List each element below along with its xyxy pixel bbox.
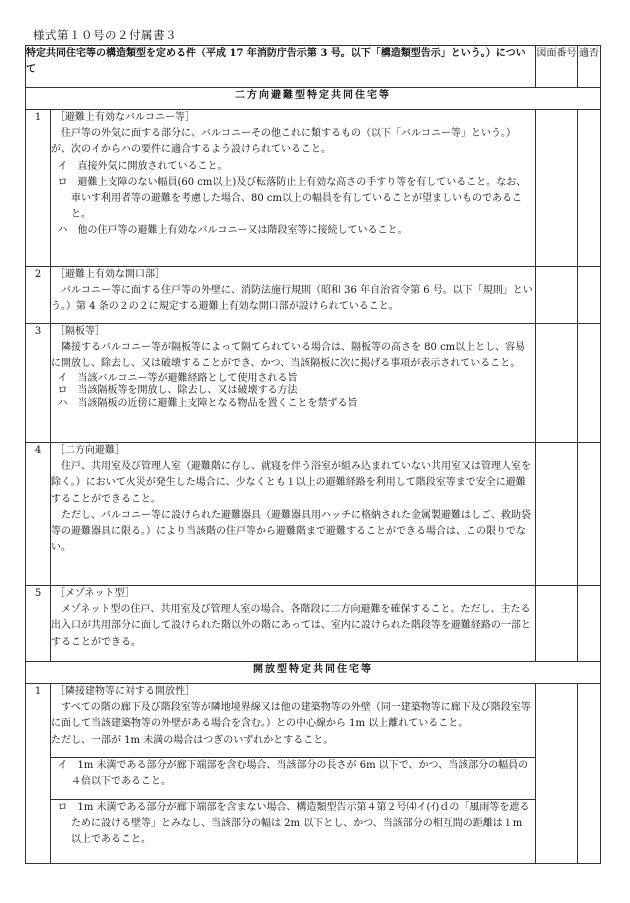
- item-point: ハ 他の住戸等の避難上有効なバルコニー又は階段室等に接続していること。: [57, 225, 408, 237]
- table-row: [26, 267, 601, 324]
- figure-number-cell[interactable]: [536, 267, 578, 324]
- item-number: 1: [26, 110, 51, 267]
- check-cell[interactable]: [578, 267, 601, 324]
- table-row: [26, 684, 601, 758]
- item-heading: ［メゾネット型］: [55, 588, 135, 599]
- item-body: [51, 758, 536, 800]
- table-row: [26, 110, 601, 267]
- item-body: [51, 443, 536, 586]
- item-text: 隣接するバルコニー等が隔板等によって隔てられている場合は、隔板等の高さを 80 cm以上とし、容易に開放し、除去し、又は破壊することができ、かつ、当該隔板に次に掲げる事項が表示されていること。: [51, 342, 526, 370]
- item-text: すべての階の廊下及び階段室等が隣地境界線又は他の建築物等の外壁（同一建築物等に廊下及び階段室等に面して当該建築物等の外壁がある場合を含む。）との中心線から 1m 以上離れていること。: [51, 702, 531, 730]
- item-number: 4: [26, 443, 51, 586]
- header-figure-number: 図面番号: [536, 46, 578, 88]
- item-text: ただし、バルコニー等に設けられた避難器具（避難器具用ハッチに格納された金属製避難はしご、救助袋等の避難器具に限る。）により当該階の住戸等から避難階まで避難することができる場合は、この限りでない。: [51, 509, 531, 554]
- figure-number-cell[interactable]: [536, 443, 578, 586]
- item-number: 2: [26, 267, 51, 324]
- item-number: 1: [26, 684, 51, 864]
- item-text: 住戸、共用室及び管理人室（避難階に存し、就寝を伴う浴室が組み込まれていない共用室又は管理人室を除く。）において火災が発生した場合に、少なくとも１以上の避難経路を利用して階段室等まで安全に避難することができること。: [51, 461, 531, 505]
- item-heading: ［避難上有効なバルコニー等］: [55, 112, 195, 123]
- check-cell[interactable]: [578, 443, 601, 586]
- item-point: ロ 当該隔板等を開放し、除去し、又は破壊する方法: [57, 385, 298, 397]
- figure-number-cell[interactable]: [536, 110, 578, 267]
- item-body: [51, 267, 536, 324]
- item-body: [51, 684, 536, 758]
- item-heading: ［隔板等］: [55, 326, 105, 337]
- item-point: ハ 当該隔板の近傍に避難上支障となる物品を置くことを禁ずる旨: [57, 397, 358, 409]
- section-title-row: [26, 662, 601, 684]
- table-row: [26, 443, 601, 586]
- item-heading: ［二方向避難］: [55, 445, 125, 456]
- checklist-table: [25, 45, 601, 864]
- item-heading: ［避難上有効な開口部］: [55, 269, 165, 280]
- item-point: ロ 1m 未満である部分が廊下端部を含まない場合、構造類型告示第４第２号⑷イ(ｲ)ｄの「風雨等を遮るために設ける壁等」とみなし、当該部分の幅は 2m 以下とし、かつ、当該部分の相互間の距離は１m 以上であること。: [57, 802, 530, 846]
- table-row: [26, 800, 601, 864]
- item-point: ロ 避難上支障のない幅員(60 cm以上)及び転落防止上有効な高さの手すり等を有していること。なお、車いす利用者等の避難を考慮した場合、80 cm以上の幅員を有していることが望ましいものであること。: [57, 176, 527, 221]
- section-title: 二方向避難型特定共同住宅等: [26, 88, 601, 110]
- check-cell[interactable]: [578, 324, 601, 443]
- check-cell[interactable]: [578, 586, 601, 662]
- item-body: [51, 586, 536, 662]
- table-header-row: [26, 46, 601, 88]
- item-text: バルコニー等に面する住戸等の外壁に、消防法施行規則（昭和 36 年自治省令第 6 号。以下「規則」という。）第 4 条の２の２に規定する避難上有効な開口部が設けられていること。: [51, 285, 533, 313]
- table-row: [26, 586, 601, 662]
- item-note: ただし、一部が 1m 未満の場合はつぎのいずれかとすること。: [51, 734, 334, 746]
- figure-number-cell[interactable]: [536, 586, 578, 662]
- item-heading: ［隣接建物等に対する開放性］: [55, 686, 195, 697]
- table-row: [26, 758, 601, 800]
- item-point: イ 直接外気に開放されていること。: [57, 160, 228, 172]
- check-cell[interactable]: [578, 110, 601, 267]
- section-title-row: [26, 88, 601, 110]
- table-row: [26, 324, 601, 443]
- item-text: メゾネット型の住戸、共用室及び管理人室の場合、各階段に二方向避難を確保すること。ただし、主たる出入口が共用部分に面して設けられた階以外の階にあっては、室内に設けられた階段等を避難経路の一部とすることができる。: [51, 604, 531, 648]
- item-body: [51, 110, 536, 267]
- section-title: 開放型特定共同住宅等: [26, 662, 601, 684]
- item-point: イ 1m 未満である部分が廊下端部を含む場合、当該部分の長さが 6m 以下で、かつ、当該部分の幅員の４倍以下であること。: [57, 760, 529, 788]
- figure-number-cell[interactable]: [536, 684, 578, 864]
- item-point: イ 当該バルコニー等が避難経路として使用される旨: [57, 372, 298, 384]
- item-body: [51, 800, 536, 864]
- table-header-title: 特定共同住宅等の構造類型を定める件（平成 17 年消防庁告示第 3 号。以下「構造類型告示」という。）について: [26, 46, 536, 88]
- form-label: 様式第１０号の２付属書３: [33, 28, 177, 42]
- item-number: 3: [26, 324, 51, 443]
- item-number: 5: [26, 586, 51, 662]
- check-cell[interactable]: [578, 684, 601, 864]
- figure-number-cell[interactable]: [536, 324, 578, 443]
- header-check: 適否: [578, 46, 601, 88]
- item-text: 住戸等の外気に面する部分に、バルコニーその他これに類するもの（以下「バルコニー等」という。）が、次のイからハの要件に適合するよう設けられていること。: [51, 128, 516, 156]
- item-body: [51, 324, 536, 443]
